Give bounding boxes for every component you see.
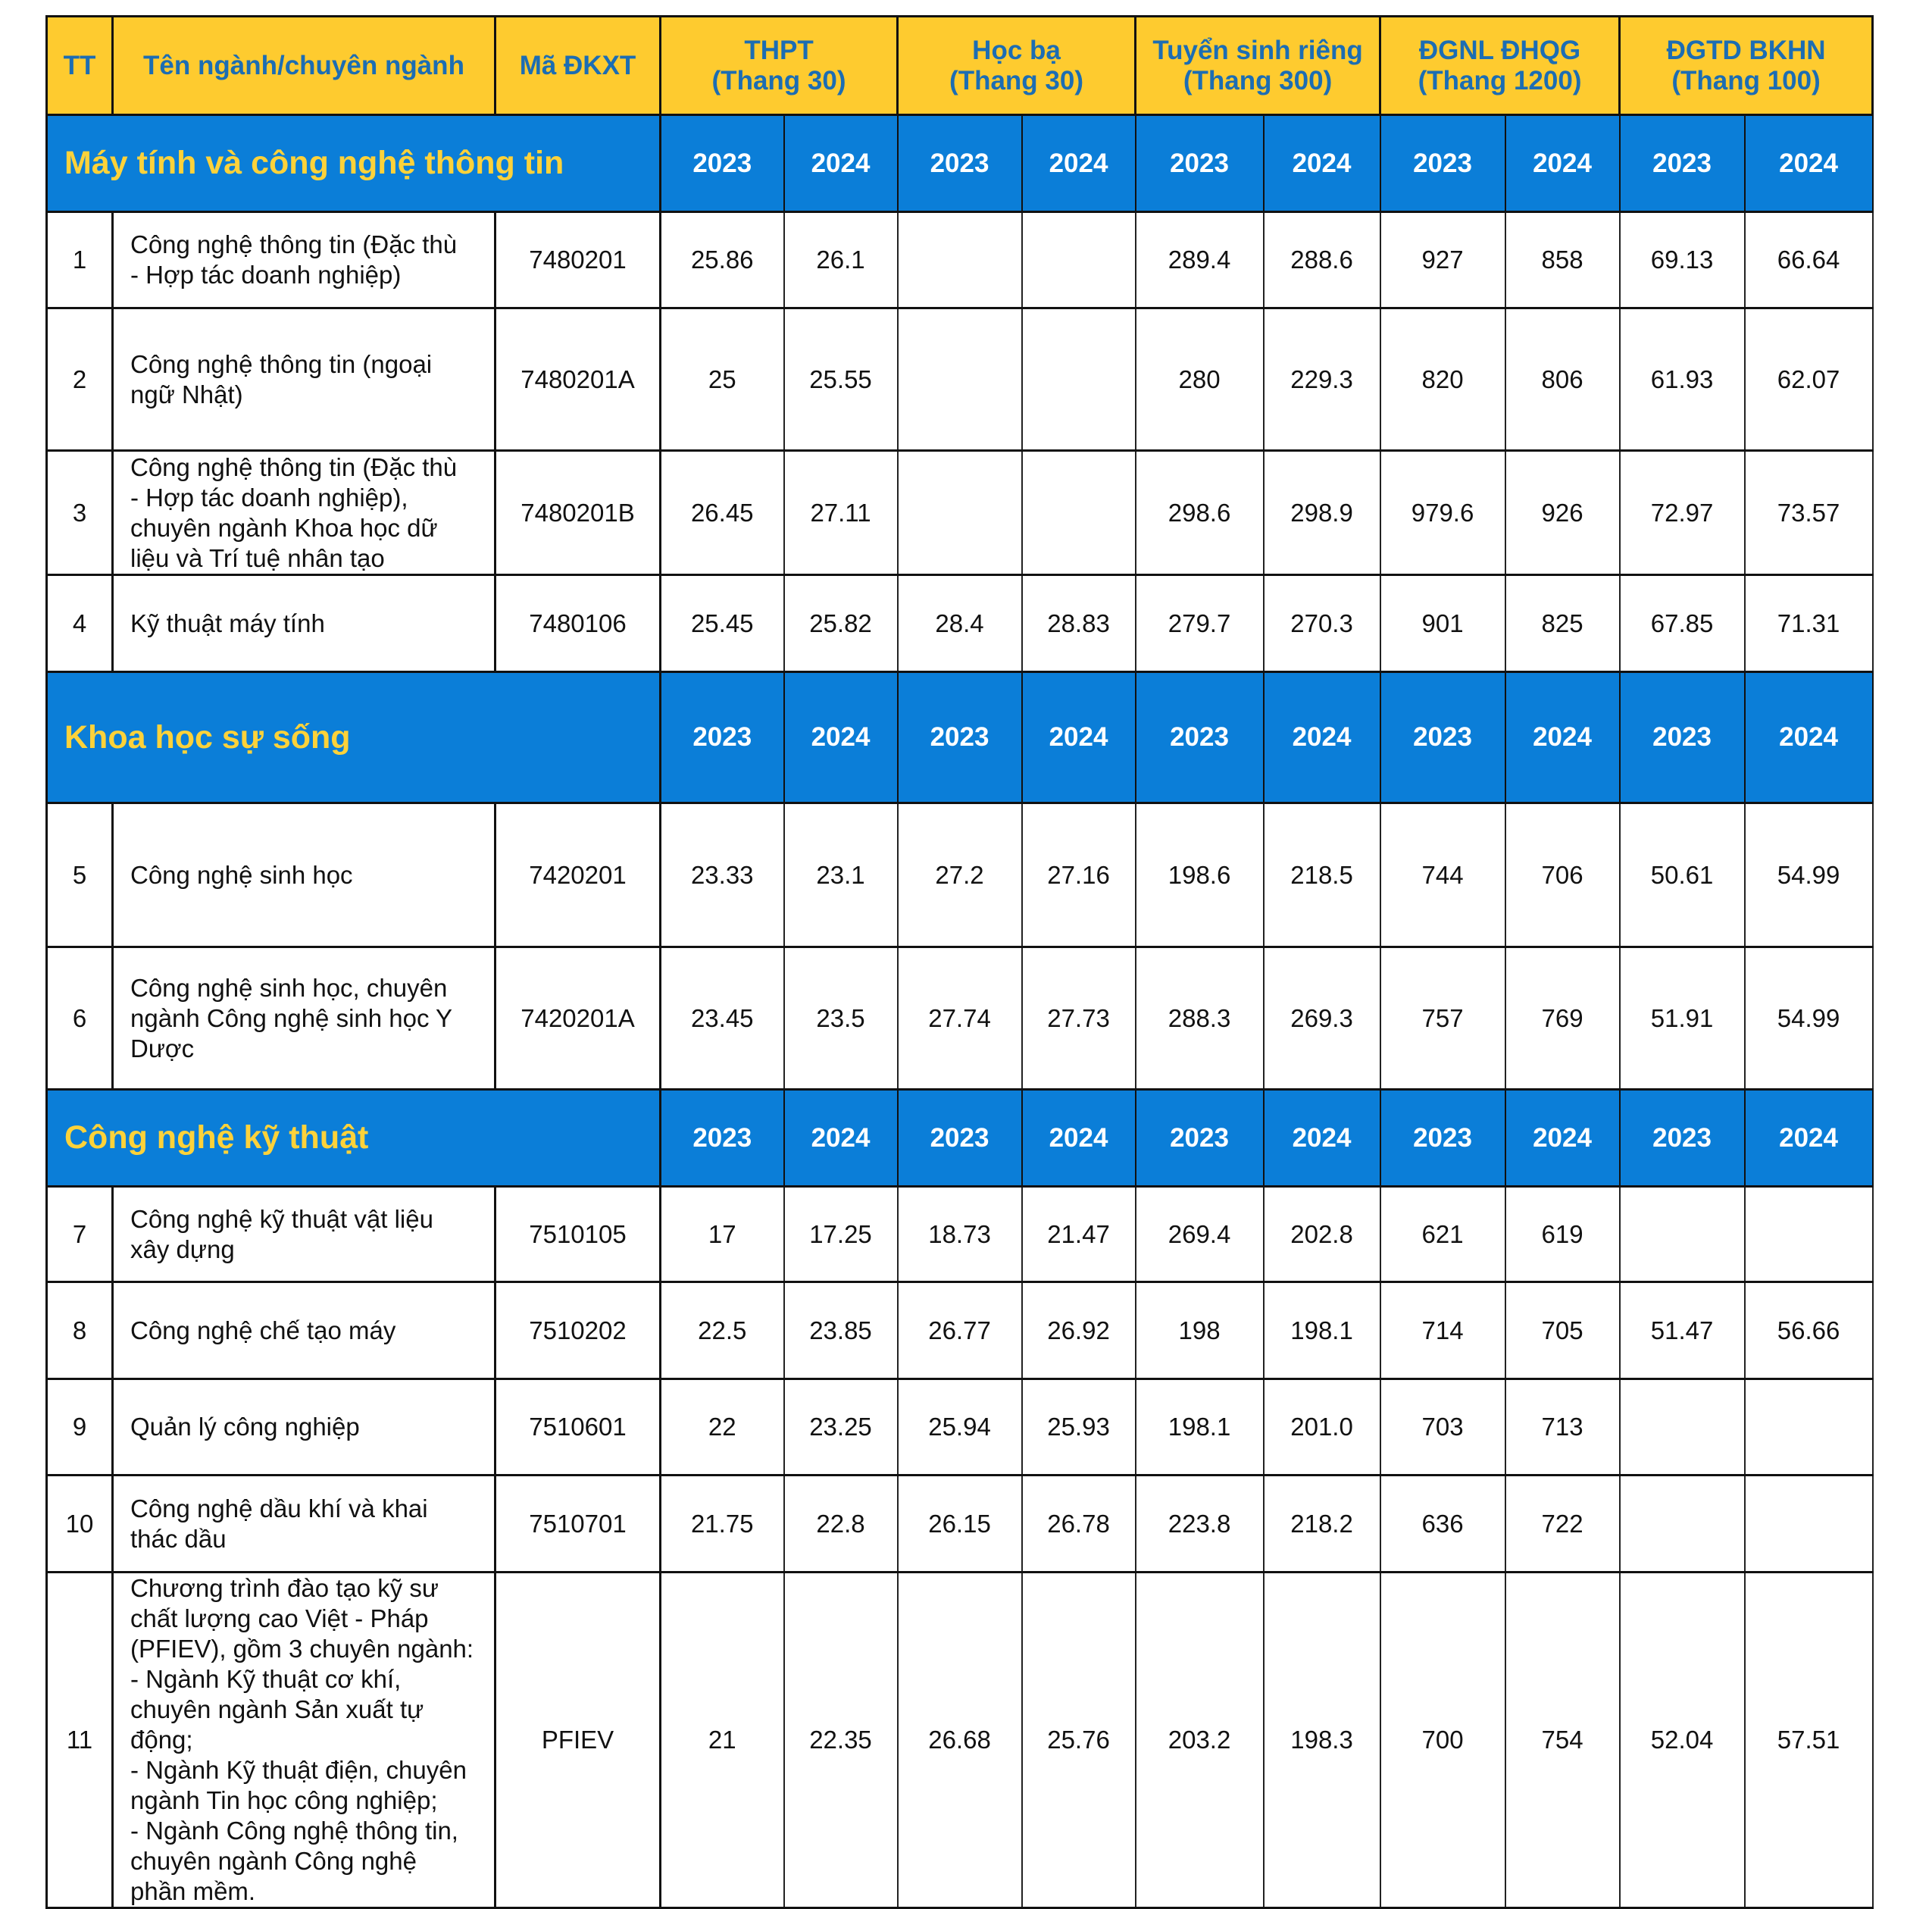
program-code: 7420201 xyxy=(496,803,661,947)
score-cell xyxy=(1745,1187,1873,1282)
score-cell: 279.7 xyxy=(1136,575,1264,672)
score-cell: 27.73 xyxy=(1022,947,1136,1090)
group-scale: (Thang 100) xyxy=(1671,65,1821,95)
score-cell: 22.8 xyxy=(784,1476,898,1573)
section-header-row xyxy=(47,672,1873,803)
score-cell: 744 xyxy=(1380,803,1505,947)
row-number: 6 xyxy=(47,947,113,1090)
score-cell: 25 xyxy=(661,308,784,451)
year-label: 2023 xyxy=(661,672,784,803)
admission-scores-table xyxy=(45,15,1874,1909)
year-label: 2024 xyxy=(1264,1090,1380,1187)
score-cell xyxy=(1022,212,1136,308)
group-title: ĐGTD BKHN xyxy=(1666,35,1826,65)
score-cell: 706 xyxy=(1505,803,1620,947)
score-cell: 288.6 xyxy=(1264,212,1380,308)
header-group-dgtd xyxy=(1620,17,1873,115)
table-row xyxy=(47,803,1873,947)
score-cell: 927 xyxy=(1380,212,1505,308)
score-cell: 22 xyxy=(661,1379,784,1476)
score-cell: 17.25 xyxy=(784,1187,898,1282)
program-name: Công nghệ chế tạo máy xyxy=(113,1282,496,1379)
score-cell: 26.15 xyxy=(898,1476,1022,1573)
table-row xyxy=(47,308,1873,451)
header-group-dgnl xyxy=(1380,17,1620,115)
score-cell: 901 xyxy=(1380,575,1505,672)
section-title: Máy tính và công nghệ thông tin xyxy=(47,115,661,212)
year-label: 2024 xyxy=(1022,1090,1136,1187)
row-number: 4 xyxy=(47,575,113,672)
score-cell: 56.66 xyxy=(1745,1282,1873,1379)
score-cell: 51.47 xyxy=(1620,1282,1745,1379)
year-label: 2023 xyxy=(1380,115,1505,212)
score-cell: 202.8 xyxy=(1264,1187,1380,1282)
score-cell: 270.3 xyxy=(1264,575,1380,672)
row-number: 1 xyxy=(47,212,113,308)
table-row xyxy=(47,947,1873,1090)
score-cell: 23.1 xyxy=(784,803,898,947)
year-label: 2023 xyxy=(661,1090,784,1187)
table-header-row xyxy=(47,17,1873,115)
score-cell: 61.93 xyxy=(1620,308,1745,451)
year-label: 2024 xyxy=(1745,1090,1873,1187)
group-scale: (Thang 30) xyxy=(711,65,846,95)
score-cell: 619 xyxy=(1505,1187,1620,1282)
program-code: 7480201 xyxy=(496,212,661,308)
table-row xyxy=(47,575,1873,672)
score-cell: 57.51 xyxy=(1745,1573,1873,1908)
score-cell: 714 xyxy=(1380,1282,1505,1379)
table-row xyxy=(47,1573,1873,1908)
table-row xyxy=(47,1187,1873,1282)
table-row xyxy=(47,1379,1873,1476)
year-label: 2023 xyxy=(898,115,1022,212)
year-label: 2023 xyxy=(898,672,1022,803)
program-name: Công nghệ sinh học, chuyên ngành Công nghệ sinh học Y Dược xyxy=(113,947,496,1090)
score-cell: 27.11 xyxy=(784,451,898,575)
program-code: 7510701 xyxy=(496,1476,661,1573)
score-cell xyxy=(898,451,1022,575)
score-cell xyxy=(1022,451,1136,575)
score-cell: 69.13 xyxy=(1620,212,1745,308)
table-row xyxy=(47,1282,1873,1379)
score-cell: 26.92 xyxy=(1022,1282,1136,1379)
score-cell xyxy=(1620,1187,1745,1282)
score-cell: 298.9 xyxy=(1264,451,1380,575)
program-code: 7510105 xyxy=(496,1187,661,1282)
year-label: 2023 xyxy=(1136,1090,1264,1187)
year-label: 2023 xyxy=(1620,672,1745,803)
score-cell: 289.4 xyxy=(1136,212,1264,308)
score-cell: 25.93 xyxy=(1022,1379,1136,1476)
row-number: 5 xyxy=(47,803,113,947)
year-label: 2024 xyxy=(1022,115,1136,212)
score-cell: 62.07 xyxy=(1745,308,1873,451)
score-cell xyxy=(898,212,1022,308)
header-group-thpt xyxy=(661,17,898,115)
score-cell: 298.6 xyxy=(1136,451,1264,575)
year-label: 2023 xyxy=(1380,1090,1505,1187)
table-row xyxy=(47,212,1873,308)
score-cell: 27.74 xyxy=(898,947,1022,1090)
year-label: 2024 xyxy=(1022,672,1136,803)
score-cell: 21.47 xyxy=(1022,1187,1136,1282)
year-label: 2023 xyxy=(1620,1090,1745,1187)
score-cell: 25.55 xyxy=(784,308,898,451)
score-cell: 17 xyxy=(661,1187,784,1282)
score-cell: 621 xyxy=(1380,1187,1505,1282)
section-title: Công nghệ kỹ thuật xyxy=(47,1090,661,1187)
program-name: Công nghệ thông tin (Đặc thù - Hợp tác doanh nghiệp), chuyên ngành Khoa học dữ liệu và Trí tuệ nhân tạo xyxy=(113,451,496,575)
group-scale: (Thang 300) xyxy=(1183,65,1333,95)
program-code: 7510601 xyxy=(496,1379,661,1476)
year-label: 2024 xyxy=(1745,115,1873,212)
score-cell: 18.73 xyxy=(898,1187,1022,1282)
score-cell: 280 xyxy=(1136,308,1264,451)
score-cell xyxy=(1745,1476,1873,1573)
group-title: ĐGNL ĐHQG xyxy=(1418,35,1581,65)
score-cell: 288.3 xyxy=(1136,947,1264,1090)
program-name: Chương trình đào tạo kỹ sư chất lượng cao Việt - Pháp (PFIEV), gồm 3 chuyên ngành: - Ngành Kỹ thuật cơ khí, chuyên ngành Sản xuất tự động; - Ngành Kỹ thuật điện, chuyên ngành Tin học công nghiệp; - Ngành Công nghệ thông tin, chuyên ngành Công nghệ phần mềm. xyxy=(113,1573,496,1908)
year-label: 2023 xyxy=(898,1090,1022,1187)
score-cell: 54.99 xyxy=(1745,947,1873,1090)
score-cell: 23.33 xyxy=(661,803,784,947)
program-code: PFIEV xyxy=(496,1573,661,1908)
score-cell: 26.1 xyxy=(784,212,898,308)
program-name: Công nghệ kỹ thuật vật liệu xây dựng xyxy=(113,1187,496,1282)
table-body xyxy=(47,115,1873,1908)
program-name: Công nghệ sinh học xyxy=(113,803,496,947)
score-cell: 705 xyxy=(1505,1282,1620,1379)
score-cell: 223.8 xyxy=(1136,1476,1264,1573)
group-title: THPT xyxy=(744,35,814,65)
row-number: 11 xyxy=(47,1573,113,1908)
table-row xyxy=(47,451,1873,575)
score-cell: 21 xyxy=(661,1573,784,1908)
score-cell: 23.45 xyxy=(661,947,784,1090)
program-code: 7480106 xyxy=(496,575,661,672)
score-cell: 26.68 xyxy=(898,1573,1022,1908)
score-cell: 25.45 xyxy=(661,575,784,672)
group-scale: (Thang 30) xyxy=(949,65,1083,95)
score-cell: 806 xyxy=(1505,308,1620,451)
program-name: Quản lý công nghiệp xyxy=(113,1379,496,1476)
score-cell: 198.3 xyxy=(1264,1573,1380,1908)
score-cell: 51.91 xyxy=(1620,947,1745,1090)
table-row xyxy=(47,1476,1873,1573)
score-cell: 27.16 xyxy=(1022,803,1136,947)
score-cell: 28.83 xyxy=(1022,575,1136,672)
score-cell: 21.75 xyxy=(661,1476,784,1573)
year-label: 2023 xyxy=(1620,115,1745,212)
year-label: 2023 xyxy=(1136,672,1264,803)
header-group-tuyen-sinh-rieng xyxy=(1136,17,1380,115)
program-name: Công nghệ thông tin (ngoại ngữ Nhật) xyxy=(113,308,496,451)
header-code: Mã ĐKXT xyxy=(496,17,661,115)
score-cell: 50.61 xyxy=(1620,803,1745,947)
score-cell: 218.2 xyxy=(1264,1476,1380,1573)
score-cell: 979.6 xyxy=(1380,451,1505,575)
score-cell xyxy=(1620,1379,1745,1476)
year-label: 2023 xyxy=(1136,115,1264,212)
score-cell: 25.86 xyxy=(661,212,784,308)
score-cell: 66.64 xyxy=(1745,212,1873,308)
score-cell: 22.5 xyxy=(661,1282,784,1379)
score-cell: 754 xyxy=(1505,1573,1620,1908)
score-cell xyxy=(1620,1476,1745,1573)
score-cell: 26.45 xyxy=(661,451,784,575)
score-cell: 218.5 xyxy=(1264,803,1380,947)
program-name: Công nghệ dầu khí và khai thác dầu xyxy=(113,1476,496,1573)
score-cell: 23.85 xyxy=(784,1282,898,1379)
group-title: Tuyển sinh riêng xyxy=(1152,35,1363,65)
score-cell: 25.94 xyxy=(898,1379,1022,1476)
row-number: 9 xyxy=(47,1379,113,1476)
score-cell: 820 xyxy=(1380,308,1505,451)
score-cell: 198 xyxy=(1136,1282,1264,1379)
program-name: Kỹ thuật máy tính xyxy=(113,575,496,672)
year-label: 2024 xyxy=(1505,1090,1620,1187)
score-cell: 23.25 xyxy=(784,1379,898,1476)
header-name: Tên ngành/chuyên ngành xyxy=(113,17,496,115)
program-code: 7480201A xyxy=(496,308,661,451)
header-tt: TT xyxy=(47,17,113,115)
score-cell: 23.5 xyxy=(784,947,898,1090)
row-number: 7 xyxy=(47,1187,113,1282)
program-code: 7480201B xyxy=(496,451,661,575)
score-cell: 71.31 xyxy=(1745,575,1873,672)
group-scale: (Thang 1200) xyxy=(1418,65,1582,95)
score-cell: 926 xyxy=(1505,451,1620,575)
score-cell: 25.82 xyxy=(784,575,898,672)
score-cell: 198.6 xyxy=(1136,803,1264,947)
score-cell: 636 xyxy=(1380,1476,1505,1573)
year-label: 2024 xyxy=(1505,672,1620,803)
section-header-row xyxy=(47,115,1873,212)
score-cell: 73.57 xyxy=(1745,451,1873,575)
year-label: 2024 xyxy=(1505,115,1620,212)
row-number: 10 xyxy=(47,1476,113,1573)
header-group-hoc-ba xyxy=(898,17,1136,115)
score-cell: 269.4 xyxy=(1136,1187,1264,1282)
score-cell: 713 xyxy=(1505,1379,1620,1476)
program-name: Công nghệ thông tin (Đặc thù - Hợp tác doanh nghiệp) xyxy=(113,212,496,308)
score-cell: 203.2 xyxy=(1136,1573,1264,1908)
score-cell: 269.3 xyxy=(1264,947,1380,1090)
row-number: 3 xyxy=(47,451,113,575)
score-cell: 825 xyxy=(1505,575,1620,672)
score-cell: 198.1 xyxy=(1264,1282,1380,1379)
group-title: Học bạ xyxy=(972,35,1061,65)
program-code: 7420201A xyxy=(496,947,661,1090)
score-cell: 703 xyxy=(1380,1379,1505,1476)
score-cell: 26.78 xyxy=(1022,1476,1136,1573)
program-code: 7510202 xyxy=(496,1282,661,1379)
year-label: 2023 xyxy=(1380,672,1505,803)
year-label: 2024 xyxy=(1264,115,1380,212)
score-cell: 229.3 xyxy=(1264,308,1380,451)
score-cell xyxy=(1745,1379,1873,1476)
score-cell: 700 xyxy=(1380,1573,1505,1908)
row-number: 8 xyxy=(47,1282,113,1379)
row-number: 2 xyxy=(47,308,113,451)
score-cell: 198.1 xyxy=(1136,1379,1264,1476)
score-cell: 858 xyxy=(1505,212,1620,308)
score-cell: 25.76 xyxy=(1022,1573,1136,1908)
score-cell xyxy=(898,308,1022,451)
year-label: 2024 xyxy=(784,672,898,803)
score-cell: 28.4 xyxy=(898,575,1022,672)
score-cell: 26.77 xyxy=(898,1282,1022,1379)
score-cell: 52.04 xyxy=(1620,1573,1745,1908)
section-title: Khoa học sự sống xyxy=(47,672,661,803)
year-label: 2024 xyxy=(1745,672,1873,803)
score-cell: 72.97 xyxy=(1620,451,1745,575)
score-cell: 67.85 xyxy=(1620,575,1745,672)
year-label: 2024 xyxy=(784,1090,898,1187)
score-cell: 201.0 xyxy=(1264,1379,1380,1476)
section-header-row xyxy=(47,1090,1873,1187)
year-label: 2023 xyxy=(661,115,784,212)
year-label: 2024 xyxy=(784,115,898,212)
year-label: 2024 xyxy=(1264,672,1380,803)
score-cell: 757 xyxy=(1380,947,1505,1090)
score-cell: 22.35 xyxy=(784,1573,898,1908)
score-cell: 722 xyxy=(1505,1476,1620,1573)
score-cell xyxy=(1022,308,1136,451)
score-cell: 27.2 xyxy=(898,803,1022,947)
score-cell: 769 xyxy=(1505,947,1620,1090)
score-cell: 54.99 xyxy=(1745,803,1873,947)
